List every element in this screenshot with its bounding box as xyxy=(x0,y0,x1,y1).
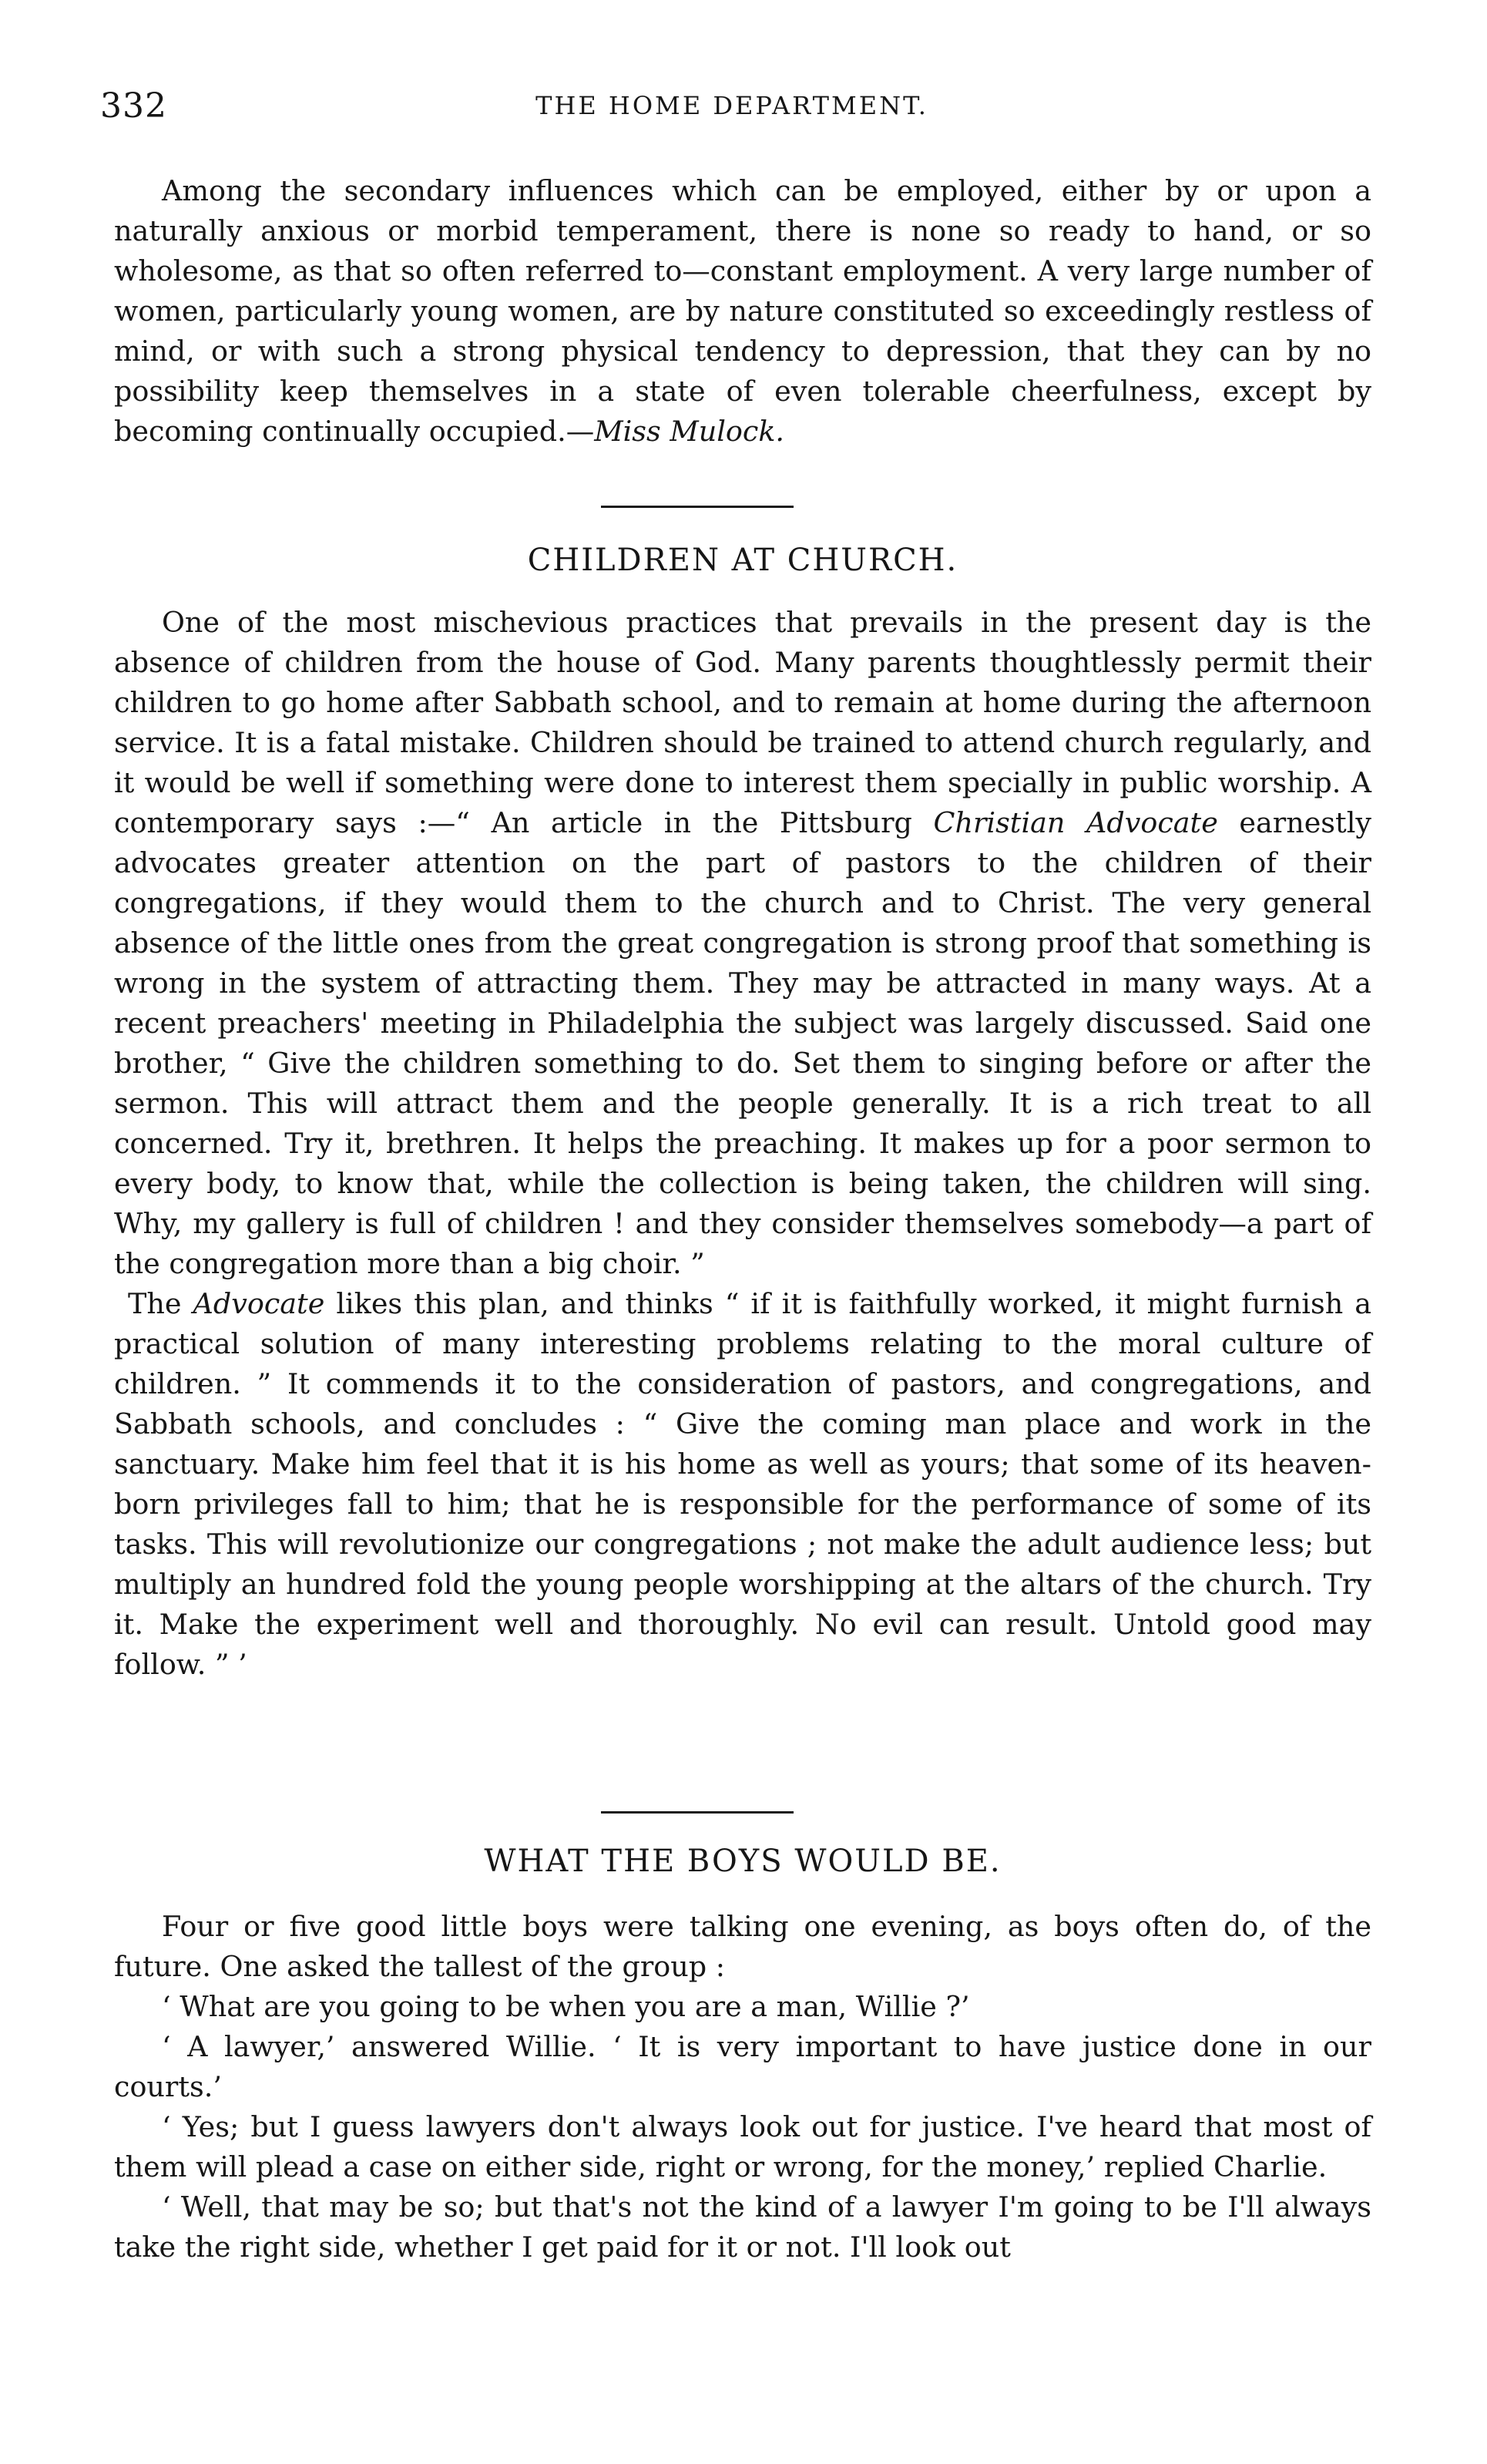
paragraph-2-text-b: likes this plan, and thinks “ if it is faithfully worked, it might furnish a practical solution of many interesting problems relating to the moral culture of children. ” It commends it to the consideration of pastors, and congregations, and Sabbath schools, and concludes : “ Give the coming man place and work in the sanctuary. Make him feel that it is his home as well as yours; that some of its heaven-born privileges fall to him; that he is responsible for the performance of some of its tasks. This will revolutionize our congregations ; not make the adult audience less; but multiply an hundred fold the young people worshipping at the altars of the church. Try it. Make the experiment well and thoroughly. No evil can result. Untold good may follow. ” ’ xyxy=(114,1287,1372,1681)
paragraph-1-text-a: One of the most mischevious practices that prevails in the present day is the absence of children from the house of God. Many parents thoughtlessly permit their children to go home after Sabbath school, and to remain at home during the afternoon service. It is a fatal mistake. Children should be trained to attend church regularly, and it would be well if something were done to interest them specially in public worship. A contemporary says :—“ An article in the Pittsburg xyxy=(114,606,1371,839)
section-divider xyxy=(601,1811,794,1814)
children-at-church-paragraph-2 xyxy=(114,1284,1371,1685)
children-at-church-paragraph-1 xyxy=(114,603,1371,1284)
section-title-children-at-church: CHILDREN AT CHURCH. xyxy=(527,543,958,578)
running-head xyxy=(100,86,1364,133)
intro-attribution: Miss Mulock. xyxy=(594,415,785,448)
page-number: 332 xyxy=(100,86,167,126)
boys-paragraph-5: ‘ Well, that may be so; but that's not the kind of a lawyer I'm going to be I'll always take the right side, whether I get paid for it or not. I'll look out xyxy=(114,2190,1371,2264)
boys-paragraph-4: ‘ Yes; but I guess lawyers don't always look out for justice. I've heard that most of them will plead a case on either side, right or wrong, for the money,’ replied Charlie. xyxy=(114,2110,1371,2183)
paragraph-1-text-b: earnestly advocates greater attention on the part of pastors to the children of their congregations, if they would them to the church and to Christ. The very general absence of the little ones from the great congregation is strong proof that something is wrong in the system of attracting them. They may be attracted in many ways. At a recent preachers' meeting in Philadelphia the subject was largely discussed. Said one brother, “ Give the children something to do. Set them to singing before or after the sermon. This will attract them and the people generally. It is a rich treat to all concerned. Try it, brethren. It helps the preaching. It makes up for a poor sermon to every body, to know that, while the collection is being taken, the children will sing. Why, my gallery is full of children ! and they consider themselves somebody—a part of the congregation more than a big choir. ” xyxy=(114,806,1371,1280)
children-at-church-section xyxy=(114,603,1371,1685)
intro-paragraph xyxy=(114,171,1371,452)
boys-paragraph-2: ‘ What are you going to be when you are a man, Willie ?’ xyxy=(162,1990,970,2023)
section-title-what-the-boys-would-be: WHAT THE BOYS WOULD BE. xyxy=(484,1844,1002,1879)
intro-text: Among the secondary influences which can be employed, either by or upon a naturally anxious or morbid temperament, there is none so ready to hand, or so wholesome, as that so often referred to—constant employment. A very large number of women, particularly young women, are by nature constituted so exceedingly restless of mind, or with such a strong physical tendency to depression, that they can by no possibility keep themselves in a state of even tolerable cheerfulness, except by becoming continually occupied.— xyxy=(114,174,1371,448)
paragraph-1-italic: Christian Advocate xyxy=(933,806,1218,839)
paragraph-2-text-a: The xyxy=(128,1287,193,1320)
paragraph-2-italic: Advocate xyxy=(193,1287,325,1320)
section-divider xyxy=(601,506,794,508)
boys-paragraph-3: ‘ A lawyer,’ answered Willie. ‘ It is very important to have justice done in our courts.’ xyxy=(114,2030,1371,2103)
running-head-title: THE HOME DEPARTMENT. xyxy=(535,91,928,120)
what-the-boys-would-be-section xyxy=(114,1907,1371,2267)
intro-section xyxy=(114,171,1371,452)
boys-paragraph-1: Four or five good little boys were talking one evening, as boys often do, of the future. One asked the tallest of the group : xyxy=(114,1910,1371,1983)
